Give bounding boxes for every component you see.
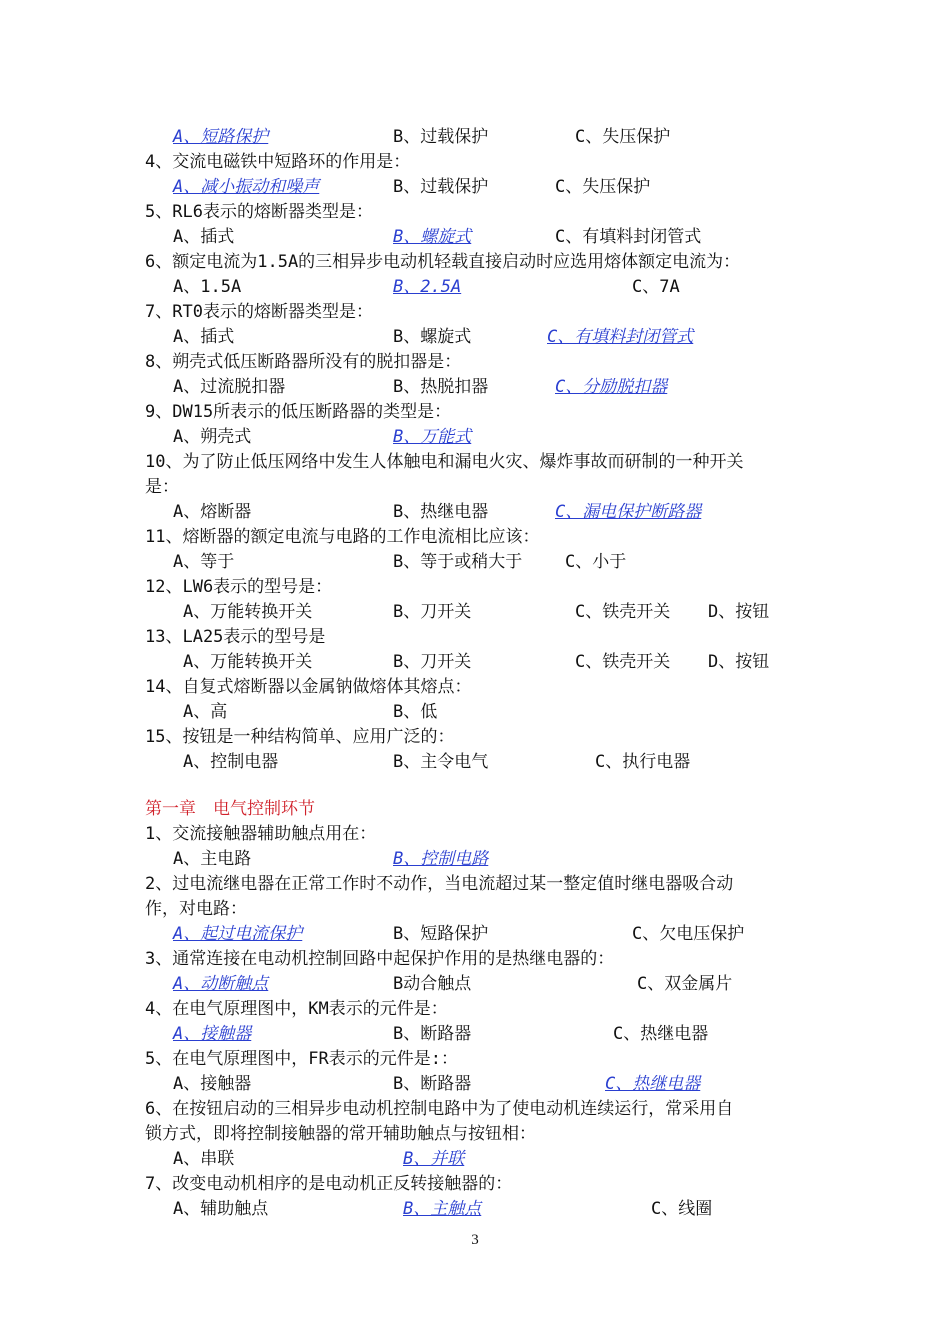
ch-q4-text: 4、在电气原理图中，KM表示的元件是： bbox=[145, 999, 448, 1019]
ch-q1-option-a: A、主电路 bbox=[173, 849, 252, 869]
q4-option-c: C、失压保护 bbox=[555, 177, 651, 197]
q14-text: 14、自复式熔断器以金属钠做熔体其熔点： bbox=[145, 677, 472, 697]
q10-option-a: A、熔断器 bbox=[173, 502, 252, 522]
q6-option-a: A、1.5A bbox=[173, 277, 242, 297]
ch-q4-option-b: B、断路器 bbox=[393, 1024, 472, 1044]
q15-option-b: B、主令电气 bbox=[393, 752, 489, 772]
q14-option-a: A、高 bbox=[183, 702, 228, 722]
q9-text: 9、DW15所表示的低压断路器的类型是： bbox=[145, 402, 452, 422]
ch-q7-option-c: C、线圈 bbox=[651, 1199, 713, 1219]
q6-option-b: B、2.5A bbox=[393, 277, 462, 297]
q10-text-line2: 是： bbox=[145, 477, 179, 497]
chapter-title: 第一章 电气控制环节 bbox=[145, 799, 315, 819]
ch-q5-option-a: A、接触器 bbox=[173, 1074, 252, 1094]
ch-q2-text-line1: 2、过电流继电器在正常工作时不动作，当电流超过某一整定值时继电器吸合动 bbox=[145, 874, 734, 894]
q10-text-line1: 10、为了防止低压网络中发生人体触电和漏电火灾、爆炸事故而研制的一种开关 bbox=[145, 452, 744, 472]
ch-q7-option-b: B、主触点 bbox=[403, 1199, 482, 1219]
ch-q2-text-line2: 作，对电路： bbox=[145, 899, 247, 919]
q10-option-c: C、漏电保护断路器 bbox=[555, 502, 702, 522]
ch-q2-option-c: C、欠电压保护 bbox=[632, 924, 745, 944]
q13-option-d: D、按钮 bbox=[708, 652, 770, 672]
ch-q5-option-c: C、热继电器 bbox=[605, 1074, 701, 1094]
q8-option-c: C、分励脱扣器 bbox=[555, 377, 668, 397]
ch-q7-text: 7、改变电动机相序的是电动机正反转接触器的： bbox=[145, 1174, 513, 1194]
q8-option-a: A、过流脱扣器 bbox=[173, 377, 286, 397]
ch-q7-option-a: A、辅助触点 bbox=[173, 1199, 269, 1219]
q4-option-a: A、减小振动和噪声 bbox=[173, 177, 320, 197]
q13-option-b: B、刀开关 bbox=[393, 652, 472, 672]
q7-option-a: A、插式 bbox=[173, 327, 235, 347]
q3-option-b: B、过载保护 bbox=[393, 127, 489, 147]
q8-option-b: B、热脱扣器 bbox=[393, 377, 489, 397]
ch-q2-option-b: B、短路保护 bbox=[393, 924, 489, 944]
ch-q3-option-a: A、动断触点 bbox=[173, 974, 269, 994]
ch-q3-option-b: B动合触点 bbox=[393, 974, 472, 994]
q11-option-b: B、等于或稍大于 bbox=[393, 552, 523, 572]
q13-text: 13、LA25表示的型号是 bbox=[145, 627, 326, 647]
q12-text: 12、LW6表示的型号是： bbox=[145, 577, 333, 597]
ch-q1-text: 1、交流接触器辅助触点用在： bbox=[145, 824, 377, 844]
q3-option-a: A、短路保护 bbox=[173, 127, 269, 147]
q6-option-c: C、7A bbox=[632, 277, 680, 297]
ch-q6-option-a: A、串联 bbox=[173, 1149, 235, 1169]
q12-option-d: D、按钮 bbox=[708, 602, 770, 622]
q4-text: 4、交流电磁铁中短路环的作用是： bbox=[145, 152, 411, 172]
q7-text: 7、RT0表示的熔断器类型是： bbox=[145, 302, 373, 322]
q13-option-c: C、铁壳开关 bbox=[575, 652, 671, 672]
q15-option-a: A、控制电器 bbox=[183, 752, 279, 772]
q5-option-c: C、有填料封闭管式 bbox=[555, 227, 702, 247]
q8-text: 8、朔壳式低压断路器所没有的脱扣器是： bbox=[145, 352, 462, 372]
page-number: 3 bbox=[471, 1232, 479, 1248]
q13-option-a: A、万能转换开关 bbox=[183, 652, 313, 672]
ch-q5-text: 5、在电气原理图中，FR表示的元件是:： bbox=[145, 1049, 458, 1069]
q3-option-c: C、失压保护 bbox=[575, 127, 671, 147]
ch-q5-option-b: B、断路器 bbox=[393, 1074, 472, 1094]
q11-option-c: C、小于 bbox=[565, 552, 627, 572]
q10-option-b: B、热继电器 bbox=[393, 502, 489, 522]
q12-option-b: B、刀开关 bbox=[393, 602, 472, 622]
q12-option-c: C、铁壳开关 bbox=[575, 602, 671, 622]
ch-q1-option-b: B、控制电路 bbox=[393, 849, 489, 869]
q5-option-b: B、螺旋式 bbox=[393, 227, 472, 247]
q14-option-b: B、低 bbox=[393, 702, 438, 722]
ch-q6-text-line1: 6、在按钮启动的三相异步电动机控制电路中为了使电动机连续运行，常采用自 bbox=[145, 1099, 734, 1119]
q11-text: 11、熔断器的额定电流与电路的工作电流相比应该： bbox=[145, 527, 540, 547]
q7-option-c: C、有填料封闭管式 bbox=[547, 327, 694, 347]
ch-q4-option-a: A、接触器 bbox=[173, 1024, 252, 1044]
q15-option-c: C、执行电器 bbox=[595, 752, 691, 772]
ch-q3-option-c: C、双金属片 bbox=[637, 974, 733, 994]
q12-option-a: A、万能转换开关 bbox=[183, 602, 313, 622]
q9-option-a: A、朔壳式 bbox=[173, 427, 252, 447]
q5-option-a: A、插式 bbox=[173, 227, 235, 247]
ch-q6-text-line2: 锁方式，即将控制接触器的常开辅助触点与按钮相： bbox=[145, 1124, 536, 1144]
ch-q4-option-c: C、热继电器 bbox=[613, 1024, 709, 1044]
q11-option-a: A、等于 bbox=[173, 552, 235, 572]
q5-text: 5、RL6表示的熔断器类型是： bbox=[145, 202, 373, 222]
ch-q6-option-b: B、并联 bbox=[403, 1149, 465, 1169]
q9-option-b: B、万能式 bbox=[393, 427, 472, 447]
q15-text: 15、按钮是一种结构简单、应用广泛的： bbox=[145, 727, 455, 747]
q6-text: 6、额定电流为1.5A的三相异步电动机轻载直接启动时应选用熔体额定电流为： bbox=[145, 252, 741, 272]
ch-q3-text: 3、通常连接在电动机控制回路中起保护作用的是热继电器的： bbox=[145, 949, 615, 969]
ch-q2-option-a: A、起过电流保护 bbox=[173, 924, 303, 944]
q7-option-b: B、螺旋式 bbox=[393, 327, 472, 347]
q4-option-b: B、过载保护 bbox=[393, 177, 489, 197]
